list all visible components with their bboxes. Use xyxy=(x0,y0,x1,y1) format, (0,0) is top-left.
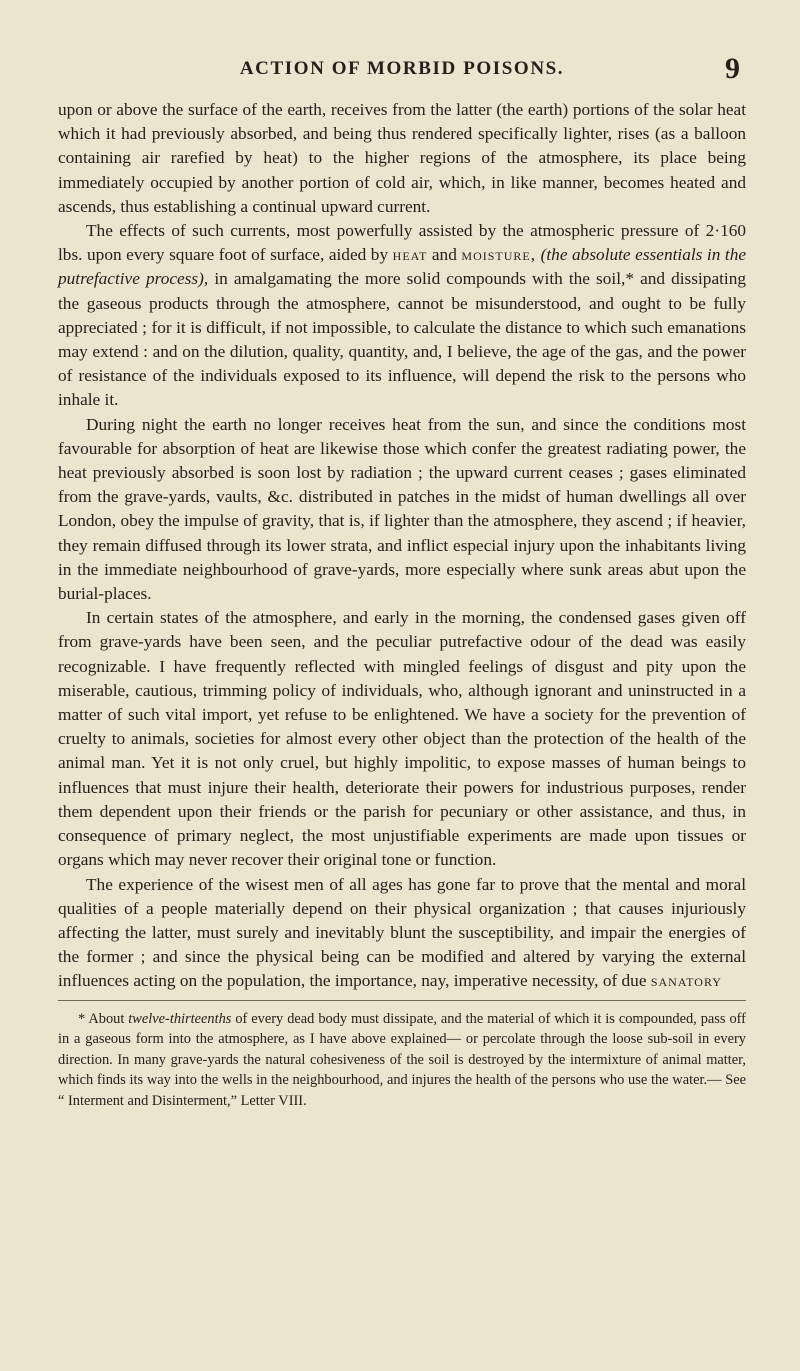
paragraph-3: During night the earth no longer receives heat from the sun, and since the conditions most favourable for absorption of heat are likewise those which confer the greatest radiating power, the heat previously absorbed is soon lost by radiation ; the upward current ceases ; gases eliminated from the grave-yards, vaults, &c. distributed in patches in the midst of human dwellings all over London, obey the impulse of gravity, that is, if lighter than the atmosphere, they ascend ; if heavier, they remain diffused through its lower strata, and inflict especial injury upon the inhabitants living in the immediate neighbourhood of grave-yards, more especially where sunk areas abut upon the burial-places. xyxy=(58,414,746,604)
footnote-lead: * About xyxy=(78,1010,125,1027)
paragraph-2 xyxy=(58,219,746,413)
footnote-italic: twelve-thirteenths xyxy=(128,1010,232,1027)
small-caps-moisture: moisture, xyxy=(461,245,537,265)
footnote xyxy=(58,1009,746,1112)
paragraph-2-text-b: in amalgamating the more solid compounds with the soil,* and dissipating the gaseous products through the atmosphere, cannot be misunderstood, and ought to be fully appreciated ; for it is difficult, if not impossible, to calculate the distance to which such emanations may extend : and on the dilution, quality, quantity, and, I believe, the age of the gas, and the power of resistance of the individuals exposed to its influence, will depend the risk to the persons who inhale it. xyxy=(58,269,746,410)
footnote-divider xyxy=(58,1000,746,1001)
paragraph-5-text: The experience of the wisest men of all ages has gone far to prove that the mental and moral qualities of a people materially depend on their physical organization ; that causes injuriously affecting the latter, must surely and inevitably blunt the susceptibility, and impair the energies of the former ; and since the physical being can be modified and altered by varying the external influences acting on the population, the importance, nay, imperative necessity, of due xyxy=(58,874,746,991)
paragraph-1: upon or above the surface of the earth, receives from the latter (the earth) portions of the solar heat which it had previously absorbed, and being thus rendered specifically lighter, rises (as a balloon containing air rarefied by heat) to the higher regions of the atmosphere, its place being immediately occupied by another portion of cold air, which, in like manner, becomes heated and ascends, thus establishing a continual upward current. xyxy=(58,100,746,216)
book-page xyxy=(58,52,747,1125)
small-caps-heat: heat xyxy=(392,245,428,265)
paragraph-2-text-a: The effects of such currents, most powerfully assisted by the atmospheric pressure of 2·160 lbs. upon every square foot of surface, aided by xyxy=(58,221,746,265)
small-caps-sanatory: sanatory xyxy=(650,971,722,991)
footnote-text: of every dead body must dissipate, and the material of which it is compounded, pass off in a gaseous form into the atmosphere, as I have above explained— or percolate through the loose sub-soil in every direction. In many grave-yards the natural cohesiveness of the soil is destroyed by the intermixture of animal matter, which finds its way into the wells in the neighbourhood, and injures the health of the persons who use the water.— See “ Interment and Disinterment,” Letter VIII. xyxy=(58,1010,746,1109)
paragraph-4: In certain states of the atmosphere, and early in the morning, the condensed gases given off from grave-yards have been seen, and the peculiar putrefactive odour of the dead was easily recognizable. I have frequently reflected with mingled feelings of disgust and pity upon the miserable, cautious, trimming policy of individuals, who, although ignorant and uninstructed in a matter of such vital import, yet refuse to be enlightened. We have a society for the prevention of cruelty to animals, societies for almost every other object than the protection of the health of the animal man. Yet it is not only cruel, but highly impolitic, to expose masses of human beings to influences that must injure their health, deteriorate their powers for industrious purposes, render them dependent upon their friends or the parish for pecuniary or other assistance, and thus, in consequence of primary neglect, the most unjustifiable experiments are made upon tissues or organs which may never recover their original tone or function. xyxy=(58,608,746,870)
paragraph-2-and: and xyxy=(431,245,457,265)
page-number: 9 xyxy=(725,52,740,85)
paragraph-5 xyxy=(58,873,746,994)
italic-essentials: (the absolute essentials in the putrefactive process), xyxy=(58,245,747,289)
running-title: ACTION OF MORBID POISONS. xyxy=(239,58,565,79)
page-header xyxy=(58,52,746,88)
body-text xyxy=(58,98,746,994)
